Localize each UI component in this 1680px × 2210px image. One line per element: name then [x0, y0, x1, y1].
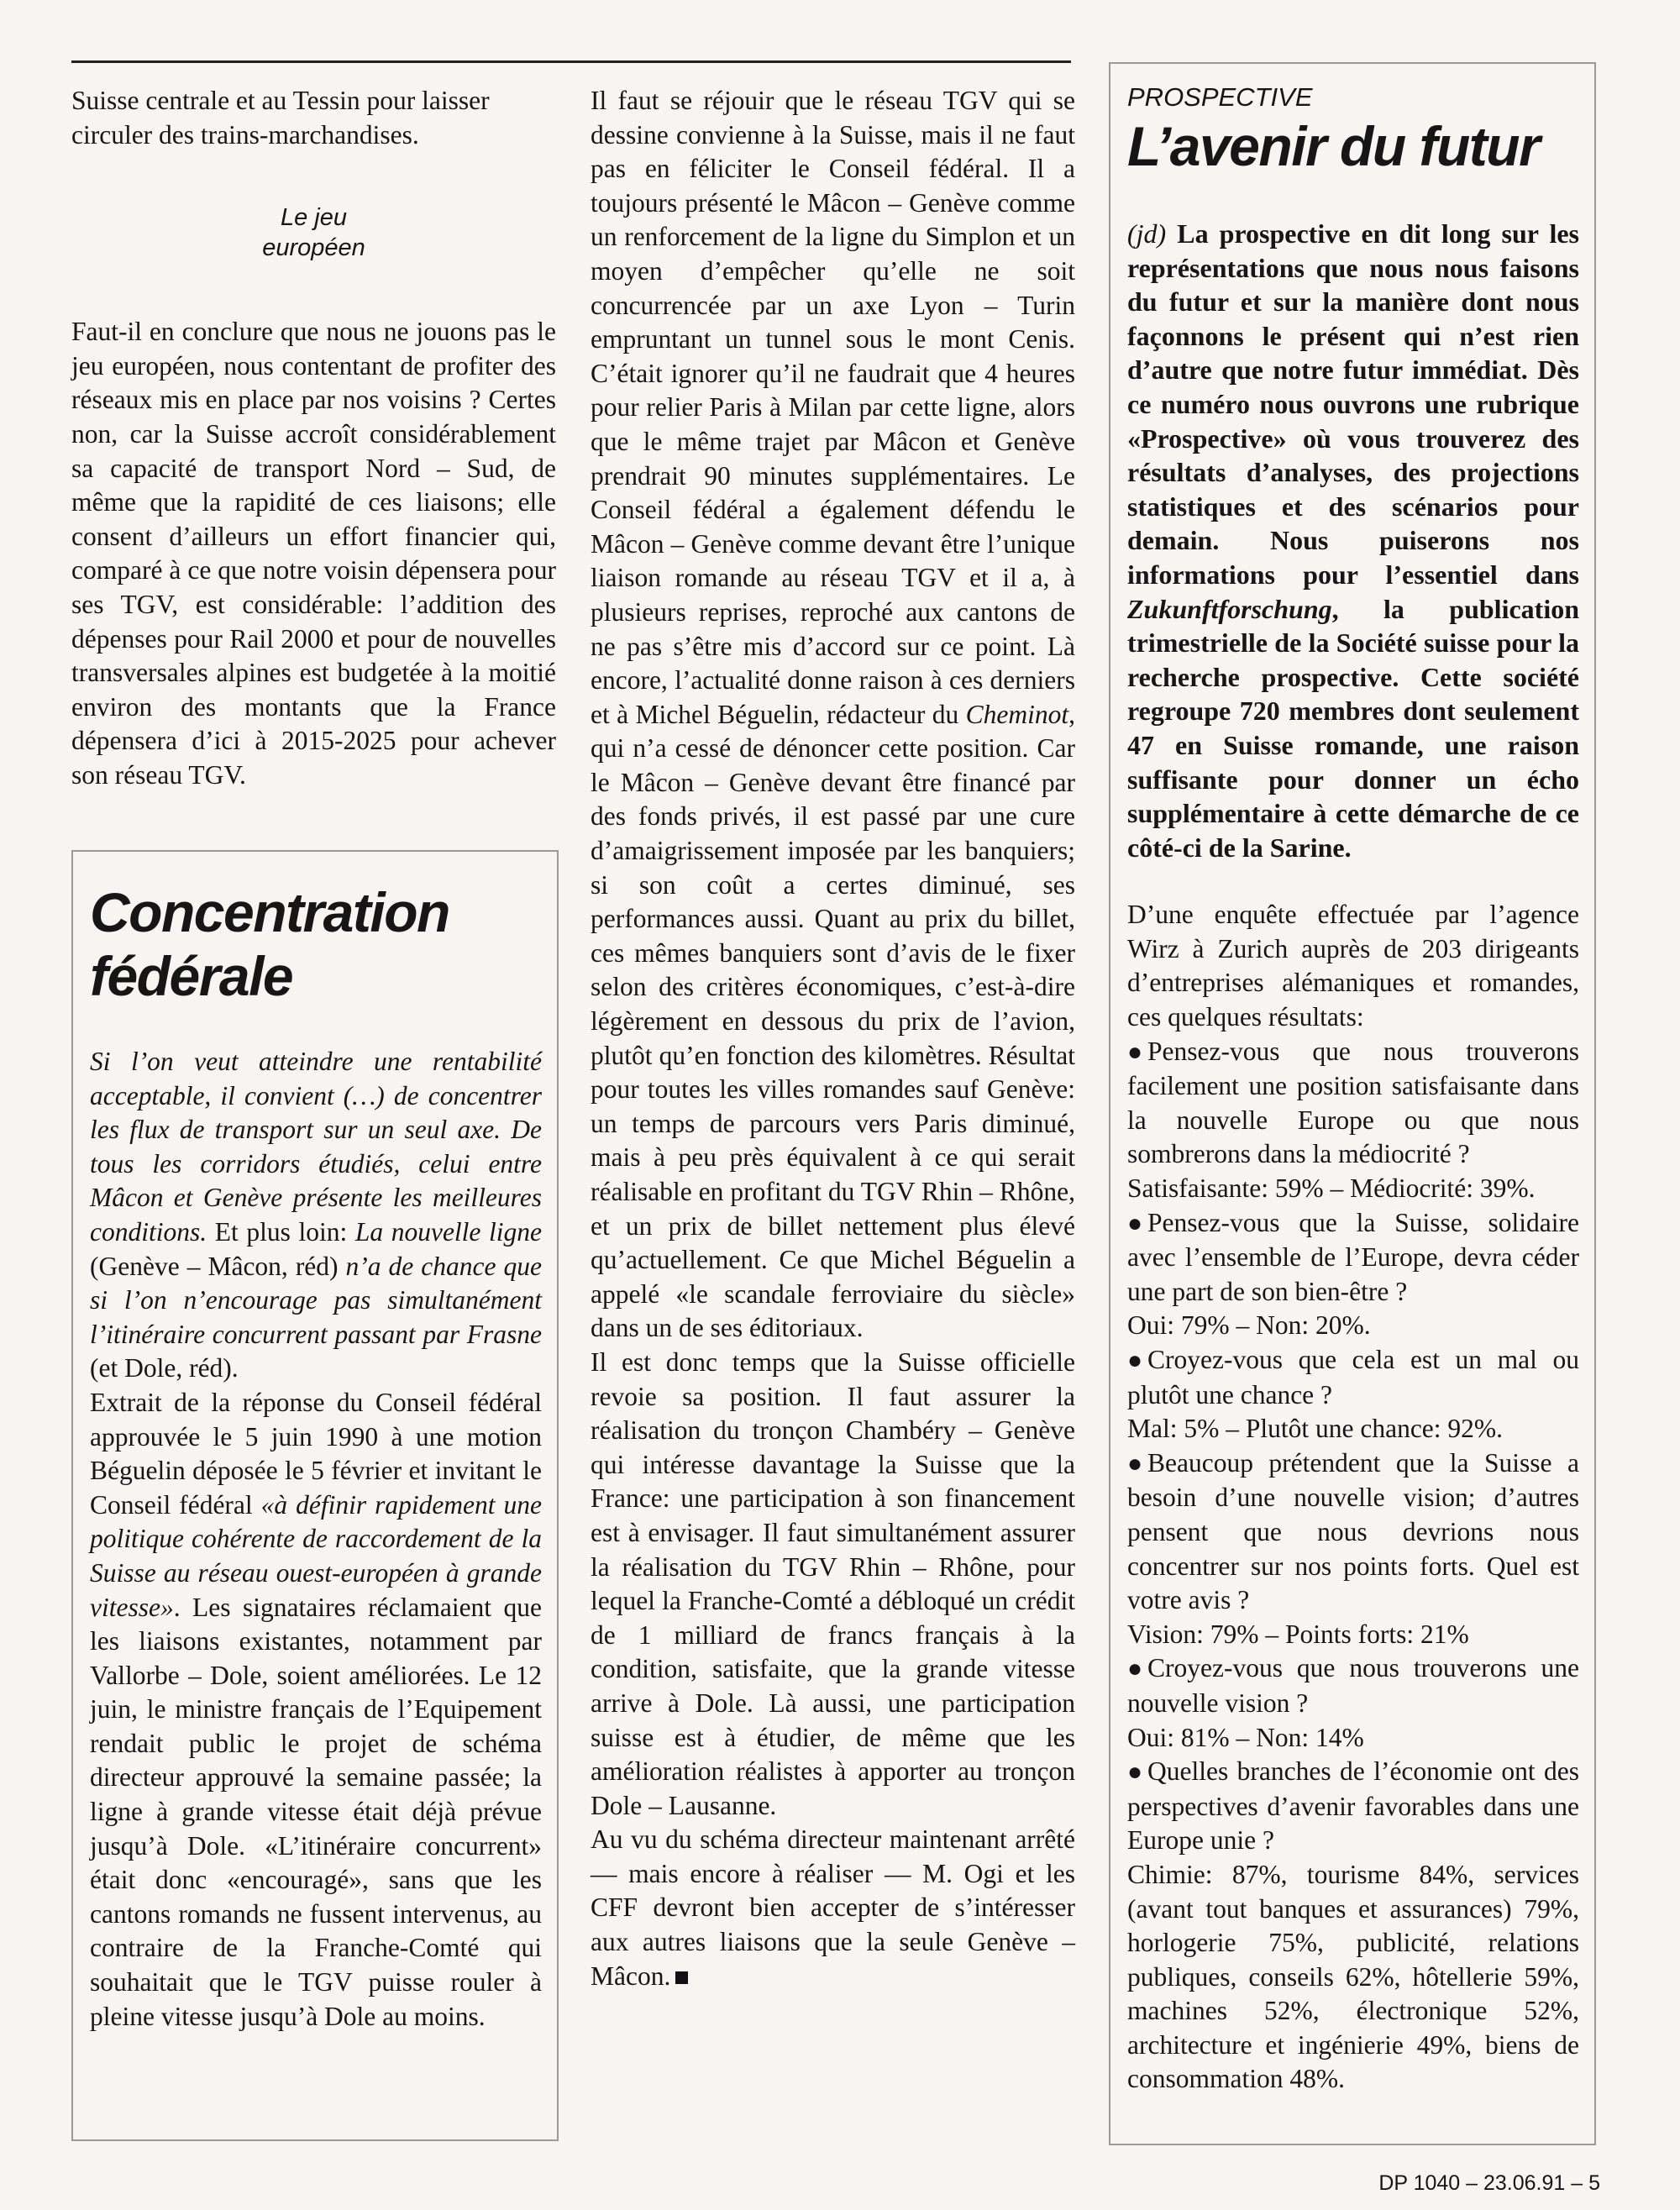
survey-question: ● Quelles branches de l’économie ont des perspectives d’avenir favorables dans une Europe unie ? [1127, 1756, 1579, 1856]
page-folio: DP 1040 – 23.06.91 – 5 [1378, 2171, 1600, 2195]
box-quote: Si l’on veut atteindre une rentabilité acceptable, il convient (…) de concentrer les flux de transport sur un seul axe. De tous les corridors étudiés, celui entre Mâcon et Genève présente les meilleures conditions. Et plus loin: La nouvelle ligne (Genève – Mâcon, réd) n’a de chance que si l’on n’encourage pas simultanément l’itinéraire concurrent passant par Frasne (et Dole, réd). [90, 1047, 542, 1383]
survey-question: ● Croyez-vous que nous trouverons une nouvelle vision ? [1127, 1653, 1579, 1718]
box-body: Extrait de la réponse du Conseil fédéral approuvée le 5 juin 1990 à une motion Béguelin déposée le 5 février et invitant le Conseil fédéral «à définir rapidement une politique cohérente de raccordement de la Suisse au réseau ouest-européen à grande vitesse». Les signataires réclamaient que les liaisons existantes, notamment par Vallorbe – Dole, soient améliorées. Le 12 juin, le ministre français de l’Equipement rendait public le projet de schéma directeur approuvé la semaine passée; la ligne à grande vitesse était déjà prévue jusqu’à Dole. «L’itinéraire concurrent» était donc «encouragé», sans que les cantons romands ne fussent intervenus, au contraire de la Franche-Comté qui souhaitait que le TGV puisse rouler à pleine vitesse jusqu’à Dole au moins. [90, 1387, 542, 2031]
sidebar-concentration-federale [71, 850, 559, 2141]
survey-answer: Chimie: 87%, tourisme 84%, services (avant tout banques et assurances) 79%, horlogerie 75%, publicité, relations publiques, conseils 62%, hôtellerie 59%, machines 52%, électronique 52%, architecture et ingénierie 49%, biens de consommation 48%. [1127, 1859, 1579, 2094]
subhead-line-1: Le jeu [280, 204, 347, 232]
survey-answer: Vision: 79% – Points forts: 21% [1127, 1619, 1469, 1649]
survey-answer: Oui: 79% – Non: 20%. [1127, 1310, 1371, 1341]
survey [1127, 898, 1579, 2097]
subhead-line-2: européen [262, 234, 365, 262]
bullet-icon: ● [1127, 1449, 1143, 1478]
bullet-icon: ● [1127, 1346, 1143, 1374]
survey-answer: Mal: 5% – Plutôt une chance: 92%. [1127, 1414, 1504, 1444]
bullet-icon: ● [1127, 1758, 1143, 1787]
box-title-line-1: Concentration [90, 881, 449, 943]
bullet-icon: ● [1127, 1037, 1143, 1066]
survey-answer: Oui: 81% – Non: 14% [1127, 1722, 1364, 1752]
column-2-text [591, 84, 1075, 1993]
box-intro: (jd) La prospective en dit long sur les représentations que nous nous faisons du futur et sur la manière dont nous façonnons le présent qui n’est rien d’autre que notre futur immédiat. Dès ce numéro nous ouvrons une rubrique «Prospective» où vous trouverez des résultats d’analyses, des projections statistiques et des scénarios pour demain. Nous puiserons nos informations pour l’essentiel dans Zukunftforschung, la publication trimestrielle de la Société suisse pour la recherche prospective. Cette société regroupe 720 membres dont seulement 47 en Suisse romande, une raison suffisante pour donner un écho supplémentaire à cette démarche de ce côté-ci de la Sarine. [1127, 218, 1579, 863]
box-kicker: PROSPECTIVE [1127, 82, 1313, 112]
column-2-paragraph-1: Il faut se réjouir que le réseau TGV qui se dessine convienne à la Suisse, mais il ne faut pas en féliciter le Conseil fédéral. Il a toujours présenté le Mâcon – Genève comme un renforcement de la ligne du Simplon et un moyen d’empêcher qu’elle ne soit concurrencée par un axe Lyon – Turin empruntant un tunnel sous le mont Cenis. C’était ignorer qu’il ne faudrait que 4 heures pour relier Paris à Milan par cette ligne, alors que le même trajet par Mâcon et Genève prendrait 90 minutes supplémentaires. Le Conseil fédéral a également défendu le Mâcon – Genève comme devant être l’unique liaison romande au réseau TGV et il a, à plusieurs reprises, reproché aux cantons de ne pas s’être mis d’accord sur ce point. Là encore, l’actualité donne raison à ces derniers et à Michel Béguelin, rédacteur du Cheminot, qui n’a cessé de dénoncer cette position. Car le Mâcon – Genève devant être financé par des fonds privés, il est passé par une cure d’amaigrissement imposée par les banquiers; si son coût a certes diminué, ses performances aussi. Quant au prix du billet, ces mêmes banquiers sont d’avis de le fixer selon des critères économiques, c’est-à-dire légèrement en dessous du prix de l’avion, plutôt qu’en fonction des kilomètres. Résultat pour toutes les villes romandes sauf Genève: un temps de parcours vers Paris diminué, mais à peu près équivalent à ce qui serait réalisable en profitant du TGV Rhin – Rhône, et un prix de billet nettement plus élevé qu’actuellement. Ce que Michel Béguelin a appelé «le scandale ferroviaire du siècle» dans un de ses éditoriaux. [591, 86, 1075, 1343]
bullet-icon: ● [1127, 1655, 1143, 1683]
column-1-opening: Suisse centrale et au Tessin pour laisser circuler des trains-marchandises. [71, 86, 490, 150]
column-2-paragraph-3: Au vu du schéma directeur maintenant arrêté — mais encore à réaliser — M. Ogi et les CFF devront bien accepter de s’intéresser aux autres liaisons que la seule Genève – Mâcon. [591, 1824, 1075, 1991]
column-2-paragraph-2: Il est donc temps que la Suisse officielle revoie sa position. Il faut assurer la réalisation du tronçon Chambéry – Genève qui intéresse davantage la Suisse que la France: une participation à son financement est à envisager. Il faut simultanément assurer la réalisation du TGV Rhin – Rhône, pour lequel la Franche-Comté a débloqué un crédit de 1 milliard de francs français à la condition, satisfaite, que la grande vitesse arrive à Dole. Là aussi, une participation suisse est à étudier, de même que les amélioration réalistes à apporter au tronçon Dole – Lausanne. [591, 1346, 1075, 1820]
bullet-icon: ● [1127, 1209, 1143, 1237]
subhead-le-jeu-europeen [71, 202, 556, 263]
survey-answer: Satisfaisante: 59% – Médiocrité: 39%. [1127, 1173, 1536, 1204]
survey-question: ● Croyez-vous que cela est un mal ou plutôt une chance ? [1127, 1345, 1579, 1409]
survey-question: ● Pensez-vous que la Suisse, solidaire avec l’ensemble de l’Europe, devra céder une part de son bien-être ? [1127, 1207, 1579, 1306]
end-mark-icon [675, 1971, 688, 1984]
survey-question: ● Pensez-vous que nous trouverons facilement une position satisfaisante dans la nouvelle Europe ou que nous sombrerons dans la médiocrité ? [1127, 1036, 1579, 1169]
column-1-paragraph: Faut-il en conclure que nous ne jouons pas le jeu européen, nous contentant de profiter des réseaux mis en place par nos voisins ? Certes non, car la Suisse accroît considérablement sa capacité de transport Nord – Sud, de même que la rapidité de ces liaisons; elle consent d’ailleurs un effort financier qui, comparé à ce que notre voisin dépensera pour ses TGV, est considérable: l’addition des dépenses pour Rail 2000 et pour de nouvelles transversales alpines est budgetée à la moitié environ des montants que la France dépensera d’ici à 2015-2025 pour achever son réseau TGV. [71, 317, 556, 790]
sidebar-prospective [1109, 62, 1596, 2145]
column-2 [591, 84, 1075, 1993]
survey-intro: D’une enquête effectuée par l’agence Wirz à Zurich auprès de 203 dirigeants d’entreprises alémaniques et romandes, ces quelques résultats: [1127, 900, 1579, 1032]
top-rule [71, 60, 1071, 63]
box-title-line-2: fédérale [90, 945, 293, 1007]
box-text [90, 1045, 542, 2034]
box-title: L’avenir du futur [1127, 115, 1540, 177]
column-1 [71, 84, 556, 793]
box-title [90, 880, 542, 1008]
survey-question: ● Beaucoup prétendent que la Suisse a besoin d’une nouvelle vision; d’autres pensent que nous devrions nous concentrer sur nos points forts. Quel est votre avis ? [1127, 1447, 1579, 1615]
